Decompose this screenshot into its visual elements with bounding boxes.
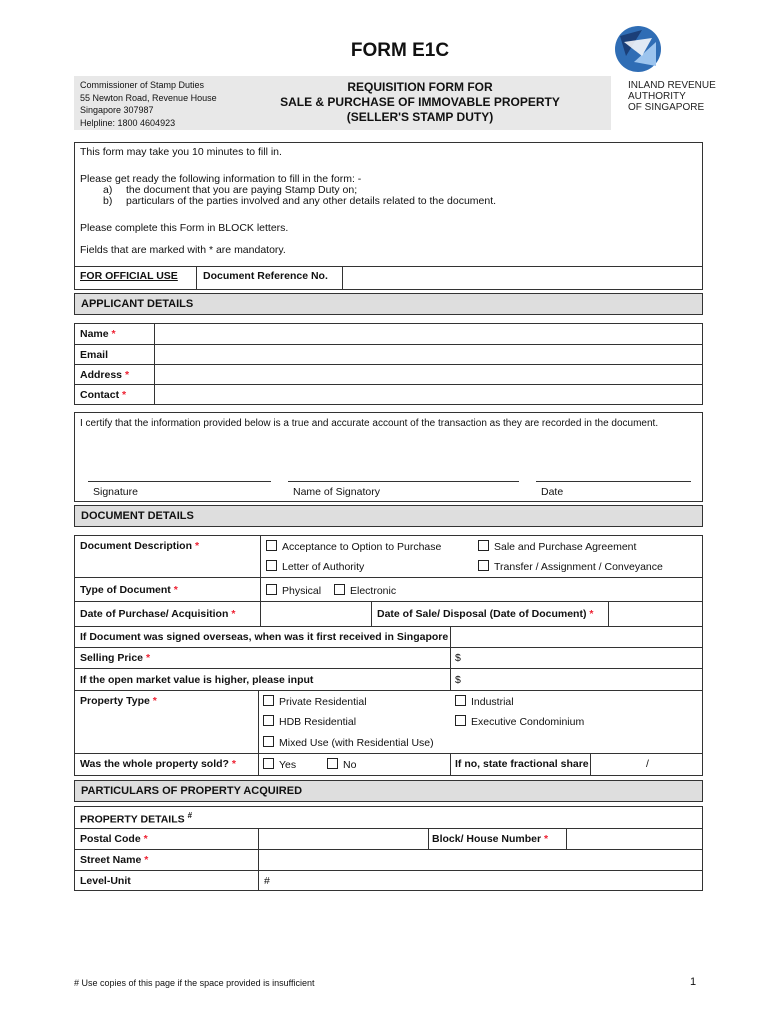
opt-physical[interactable]: Physical	[266, 584, 321, 597]
certify-text: I certify that the information provided below is a true and accurate account of the transaction as they are recorded in the document.	[80, 418, 659, 429]
opt-letter-authority[interactable]: Letter of Authority	[266, 560, 364, 573]
property-type-label: Property Type *	[80, 695, 157, 707]
intro-time: This form may take you 10 minutes to fill in.	[80, 146, 282, 158]
intro-mandatory: Fields that are marked with * are mandatory.	[80, 244, 286, 256]
email-input[interactable]	[155, 345, 702, 364]
address-input[interactable]	[155, 365, 702, 384]
checkbox	[263, 736, 274, 747]
date-purchase-label: Date of Purchase/ Acquisition *	[80, 608, 236, 620]
date-purchase-input[interactable]	[261, 602, 371, 626]
opt-no[interactable]: No	[327, 758, 356, 771]
opt-mixed-use[interactable]: Mixed Use (with Residential Use)	[263, 736, 434, 749]
signature-caption: Signature	[93, 486, 138, 498]
official-use-label: FOR OFFICIAL USE	[80, 270, 178, 282]
opt-transfer[interactable]: Transfer / Assignment / Conveyance	[478, 560, 663, 573]
postal-code-label: Postal Code *	[80, 833, 148, 845]
contact-input[interactable]	[155, 385, 702, 404]
address-line: 55 Newton Road, Revenue House	[80, 92, 217, 103]
opt-sale-purchase[interactable]: Sale and Purchase Agreement	[478, 540, 636, 553]
intro-item-b: particulars of the parties involved and any other details related to the document.	[126, 195, 497, 207]
heading-line: REQUISITION FORM FOR	[347, 80, 493, 94]
postal-code-input[interactable]	[259, 829, 428, 849]
opt-yes[interactable]: Yes	[263, 758, 296, 771]
street-name-label: Street Name *	[80, 854, 149, 866]
level-unit-label: Level-Unit	[80, 875, 131, 887]
intro-item-a: the document that you are paying Stamp Duty on;	[126, 184, 358, 196]
overseas-label: If Document was signed overseas, when was it first received in Singapore	[80, 631, 449, 643]
page-number: 1	[690, 976, 697, 988]
block-number-input[interactable]	[567, 829, 702, 849]
particulars-section-title: PARTICULARS OF PROPERTY ACQUIRED	[74, 780, 703, 802]
intro-item-b-marker: b)	[103, 195, 113, 207]
date-caption: Date	[541, 486, 564, 498]
opt-private-residential[interactable]: Private Residential	[263, 695, 367, 708]
helpline: Helpline: 1800 4604923	[80, 117, 176, 128]
applicant-section-title: APPLICANT DETAILS	[74, 293, 703, 315]
property-details-label: PROPERTY DETAILS #	[80, 811, 193, 826]
checkbox	[327, 758, 338, 769]
iras-logo	[612, 22, 664, 76]
checkbox	[478, 540, 489, 551]
email-label: Email	[80, 349, 109, 361]
signature-line[interactable]	[88, 481, 271, 482]
checkbox	[266, 584, 277, 595]
name-label: Name *	[80, 328, 116, 340]
doc-type-label: Type of Document *	[80, 584, 178, 596]
overseas-input[interactable]	[451, 627, 702, 647]
checkbox	[455, 695, 466, 706]
doc-ref-input[interactable]	[343, 267, 702, 289]
checkbox	[266, 560, 277, 571]
level-unit-input[interactable]: #	[264, 875, 270, 887]
checkbox	[334, 584, 345, 595]
intro-block-letters: Please complete this Form in BLOCK letters.	[80, 222, 289, 234]
opt-hdb-residential[interactable]: HDB Residential	[263, 715, 356, 728]
date-line[interactable]	[536, 481, 691, 482]
contact-label: Contact *	[80, 389, 127, 401]
opt-executive-condo[interactable]: Executive Condominium	[455, 715, 584, 728]
address-line: Commissioner of Stamp Duties	[80, 80, 205, 90]
block-number-label: Block/ House Number *	[432, 833, 549, 845]
iras-logo-text: INLAND REVENUE AUTHORITY OF SINGAPORE	[628, 80, 716, 113]
document-section-title: DOCUMENT DETAILS	[74, 505, 703, 527]
name-input[interactable]	[155, 324, 702, 344]
date-sale-label: Date of Sale/ Disposal (Date of Document) *	[377, 608, 594, 620]
address-label: Address *	[80, 369, 130, 381]
selling-price-input[interactable]: $	[455, 652, 461, 664]
signatory-line[interactable]	[288, 481, 519, 482]
intro-item-a-marker: a)	[103, 184, 113, 196]
whole-sold-label: Was the whole property sold? *	[80, 758, 236, 770]
checkbox	[455, 715, 466, 726]
opt-industrial[interactable]: Industrial	[455, 695, 514, 708]
doc-ref-label: Document Reference No.	[203, 270, 328, 282]
address-line: Singapore 307987	[80, 105, 154, 115]
market-value-label: If the open market value is higher, please input	[80, 674, 314, 686]
signatory-caption: Name of Signatory	[293, 486, 380, 498]
date-sale-input[interactable]	[609, 602, 702, 626]
footer-note: # Use copies of this page if the space provided is insufficient	[74, 978, 315, 988]
doc-description-label: Document Description *	[80, 540, 200, 552]
market-value-input[interactable]: $	[455, 674, 461, 686]
address-block	[80, 79, 217, 129]
checkbox	[263, 695, 274, 706]
checkbox	[263, 715, 274, 726]
fraction-label: If no, state fractional share	[455, 758, 589, 770]
fraction-input[interactable]: /	[646, 758, 649, 770]
street-name-input[interactable]	[259, 850, 702, 870]
checkbox	[478, 560, 489, 571]
opt-acceptance[interactable]: Acceptance to Option to Purchase	[266, 540, 441, 553]
selling-price-label: Selling Price *	[80, 652, 151, 664]
form-title: FORM E1C	[350, 40, 450, 61]
intro-ready: Please get ready the following information to fill in the form: -	[80, 173, 362, 185]
official-divider-v1	[196, 266, 197, 290]
form-heading	[255, 80, 585, 125]
heading-line: (SELLER'S STAMP DUTY)	[346, 110, 494, 124]
heading-line: SALE & PURCHASE OF IMMOVABLE PROPERTY	[280, 95, 560, 109]
checkbox	[263, 758, 274, 769]
opt-electronic[interactable]: Electronic	[334, 584, 396, 597]
checkbox	[266, 540, 277, 551]
